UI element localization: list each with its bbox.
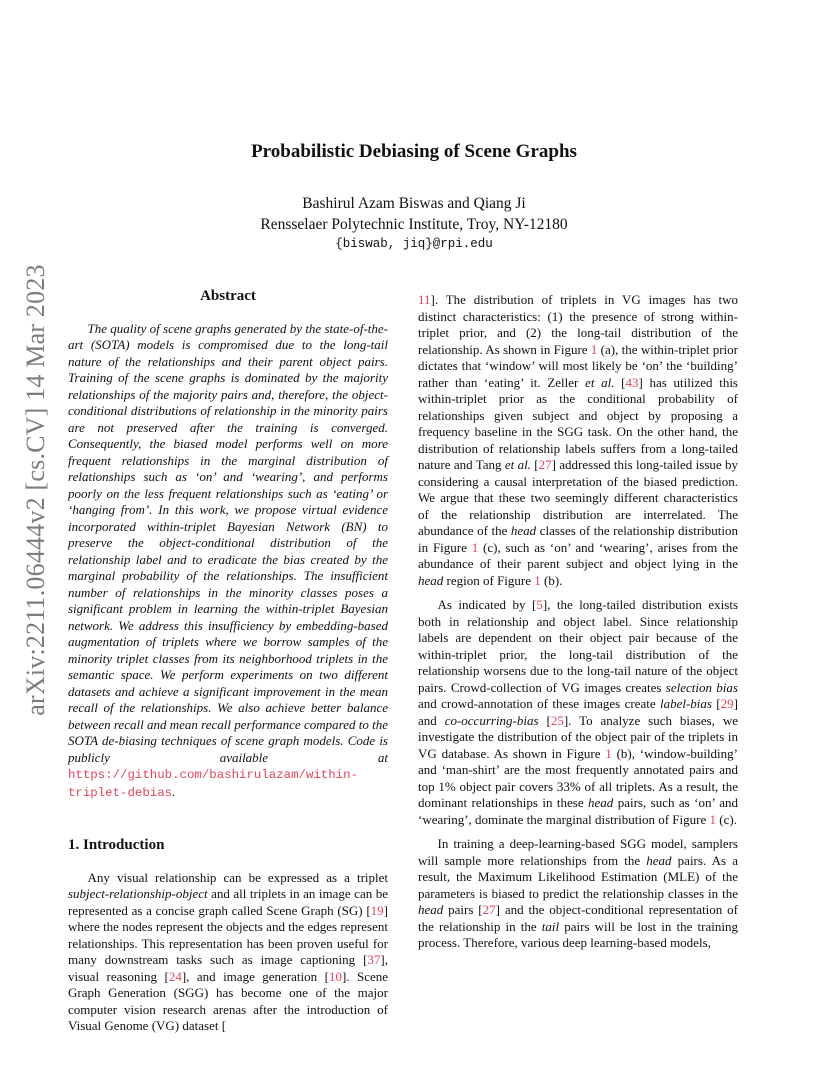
arxiv-identifier: arXiv:2211.06444v2 [cs.CV] 14 Mar 2023 — [21, 264, 50, 716]
author-affiliation: Rensselaer Polytechnic Institute, Troy, NY-12180 — [260, 216, 568, 233]
citation-link[interactable]: 24 — [168, 968, 182, 984]
figure-link[interactable]: 1 — [590, 341, 598, 357]
left-column — [68, 288, 388, 1043]
section-heading-introduction: 1. Introduction — [68, 837, 165, 853]
citation-link[interactable]: 43 — [625, 374, 639, 390]
right-column — [418, 292, 738, 960]
intro-paragraph-3: In training a deep-learning-based SGG model, samplers will sample more relationships from the head pairs. As a result, the Maximum Likelihood Estimation (MLE) of the parameters is biased to predict the relationship classes in the head pairs [27] and the object-conditional representation of the relationship in the tail pairs will be lost in the training process. Therefore, various deep learning-based models, — [418, 836, 738, 950]
citation-link[interactable]: 29 — [720, 696, 734, 711]
intro-paragraph-1: Any visual relationship can be expressed as a triplet subject-relationship-object and all triplets in an image can be represented as a concise graph called Scene Graph (SG) [19] where the nodes represent the objects and the edges represent relationships. This representation has been proven useful for many downstream tasks such as image captioning [37], visual reasoning [24], and image generation [10]. Scene Graph Generation (SGG) has become one of the major computer vision research arenas after the introduction of Visual Genome (VG) dataset [ — [68, 869, 389, 1033]
citation-link[interactable]: 27 — [482, 902, 496, 917]
abstract-heading: Abstract — [200, 288, 256, 304]
citation-link[interactable]: 37 — [367, 952, 381, 967]
figure-link[interactable]: 1 — [605, 745, 612, 761]
citation-link[interactable]: 19 — [370, 902, 384, 918]
author-names: Bashirul Azam Biswas and Qiang Ji — [302, 195, 526, 212]
paper-title: Probabilistic Debiasing of Scene Graphs — [251, 141, 577, 162]
intro-paragraph-1-continued: 11]. The distribution of triplets in VG images has two distinct characteristics: (1) the presence of strong within-triplet prior, and (2) the long-tail distribution of the relationship. As shown in Figure 1 (a), the within-triplet prior dictates that ‘window’ will most likely be ‘on’ the ‘building’ rather than ‘eating’ it. Zeller et al. [43] has utilized this within-triplet prior as the conditional probability of relationships given subject and object by proposing a frequency baseline in the SGG task. On the other hand, the distribution of relationship labels suffers from a long-tailed nature and Tang et al. [27] addressed this long-tailed issue by considering a causal interpretation of the biased prediction. We argue that these two seemingly different characteristics of the relationship distribution are interrelated. The abundance of the head classes of the relationship distribution in Figure 1 (c), such as ‘on’ and ‘wearing’, arises from the abundance of their parent subject and object lying in the head region of Figure 1 (b). — [418, 292, 738, 588]
citation-link[interactable]: 25 — [550, 712, 564, 728]
code-link[interactable]: https://github.com/bashirulazam/within-triplet-debias — [68, 768, 358, 800]
figure-link[interactable]: 1 — [534, 572, 541, 588]
abstract-text: The quality of scene graphs generated by the state-of-the-art (SOTA) models is compromised due to the long-tail nature of the relationships and their parent object pairs. Training of the scene graphs is dominated by the majority relationships of the majority pairs and, therefore, the object-conditional distributions of relationship in the minority pairs are not preserved after the training is converged. Consequently, the biased model performs well on more frequent relationships in the marginal distribution of relationships such as ‘on’ and ‘wearing’, and performs poorly on the less frequent relationships such as ‘eating’ or ‘hanging from’. In this work, we propose virtual evidence incorporated within-triplet Bayesian Network (BN) to preserve the object-conditional distribution of the relationship label and to eradicate the bias created by the marginal probability of the relationships. The insufficient number of relationships in the minority classes poses a significant problem in learning the within-triplet Bayesian network. We address this insufficiency by embedding-based augmentation of triplets where we borrow samples of the minority triplet classes from its neighborhood triplets in the semantic space. We perform experiments on two different datasets and achieve a significant improvement in the mean recall of the relationships. We also achieve better balance between recall and mean recall performance compared to the SOTA de-biasing techniques of scene graph models. Code is publicly available at https://github.com/bashirulazam/within-triplet-debias. — [68, 320, 388, 800]
citation-link[interactable]: 10 — [328, 968, 342, 984]
intro-paragraph-2: As indicated by [5], the long-tailed distribution exists both in relationship and object label. Since relationship labels are dependent on their object pair because of the within-triplet prior, the long-tail distribution of the relationship worsens due to the long-tail nature of the object pairs. Crowd-collection of VG images creates selection bias and crowd-annotation of these images create label-bias [29] and co-occurring-bias [25]. To analyze such biases, we investigate the distribution of the object pair of the triplets in VG database. As shown in Figure 1 (b), ‘window-building’ and ‘man-shirt’ are the most frequently annotated pairs and top 1% object pair covers 33% of all triplets. As a result, the dominant relationships in these head pairs, such as ‘on’ and ‘wearing’, dominate the marginal distribution of Figure 1 (c). — [418, 597, 738, 827]
author-block — [0, 193, 828, 235]
citation-link[interactable]: 27 — [538, 457, 552, 472]
figure-link[interactable]: 1 — [709, 811, 716, 827]
author-email: {biswab, jiq}@rpi.edu — [335, 237, 493, 251]
citation-link[interactable]: 11 — [418, 292, 431, 307]
citation-link[interactable]: 5 — [536, 597, 543, 612]
intro-p1-left-tail: ]. Scene Graph Generation (SGG) has become one of the major computer vision research arenas after the introduction of Visual Genome (VG) dataset [ — [68, 968, 389, 1033]
arxiv-stamp — [16, 264, 56, 716]
figure-link[interactable]: 1 — [471, 539, 479, 555]
